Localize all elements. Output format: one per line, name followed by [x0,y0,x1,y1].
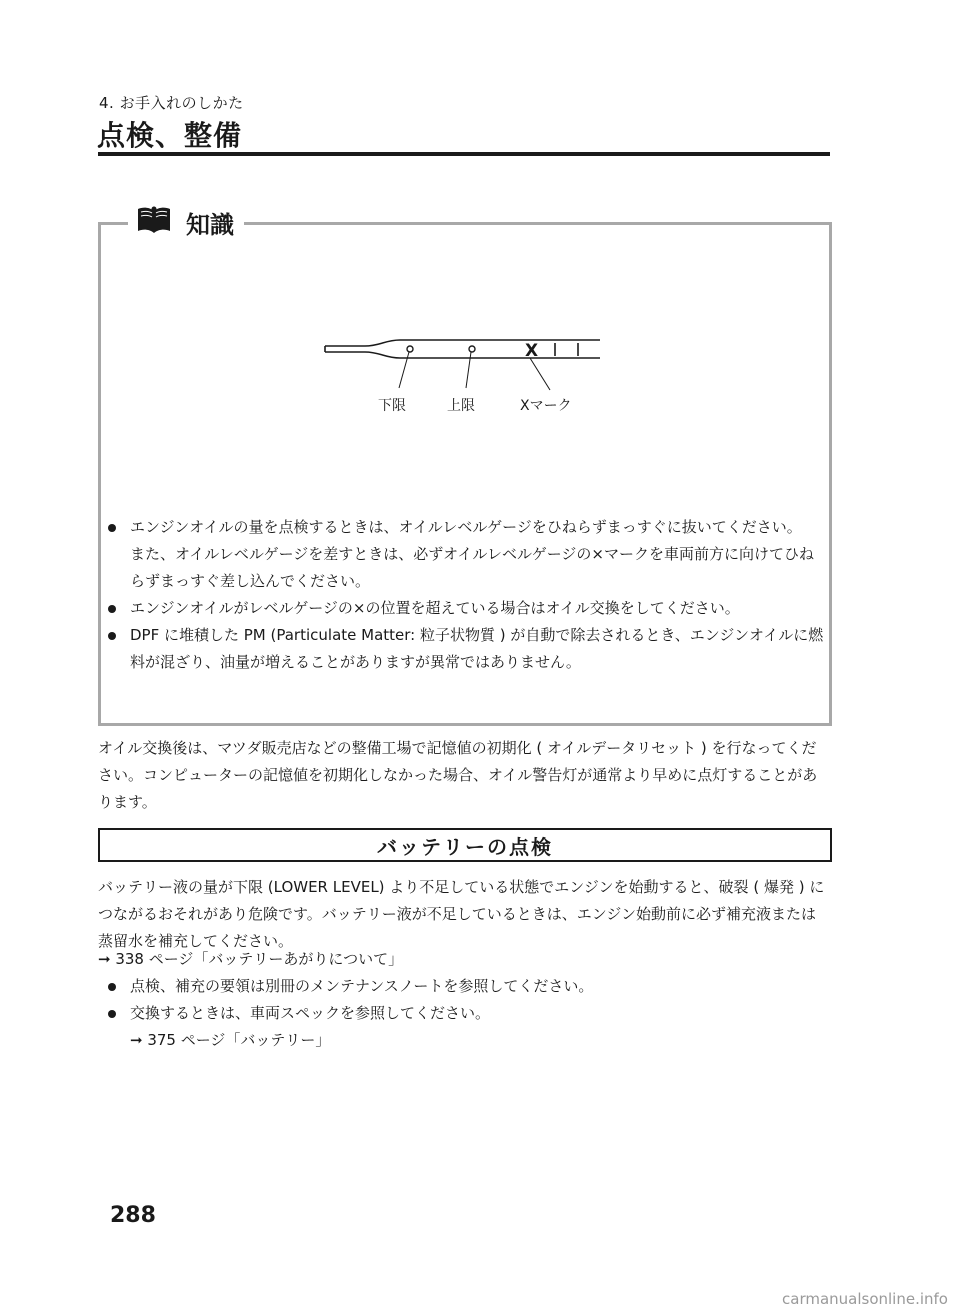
list-item: 点検、補充の要領は別冊のメンテナンスノートを参照してください。 [100,973,828,1000]
label-lower-limit: 下限 [378,398,406,414]
info-box-label: 知識 [186,210,234,239]
battery-reference-link[interactable]: ➞ 338 ページ「バッテリーあがりについて」 [98,950,404,968]
chapter-heading: 4. お手入れのしかた [99,94,244,112]
battery-spec-reference-link[interactable]: ➞ 375 ページ「バッテリー」 [130,1031,331,1049]
page-title: 点検、整備 [97,119,243,152]
oil-reset-paragraph: オイル交換後は、マツダ販売店などの整備工場で記憶値の初期化 ( オイルデータリセット ) を行なってください。コンピューターの記憶値を初期化しなかった場合、オイル警告灯が通常より早めに点灯することがあります。 [98,739,818,811]
dipstick-shape [325,340,600,358]
label-upper-limit: 上限 [447,398,475,414]
battery-paragraph: バッテリー液の量が下限 (LOWER LEVEL) より不足している状態でエンジンを始動すると、破裂 ( 爆発 ) につながるおそれがあり危険です。バッテリー液が不足しているときは、エンジン始動前に必ず補充液または蒸留水を補充してください。 [98,878,825,950]
page-number: 288 [110,1203,156,1228]
list-item: DPF に堆積した PM (Particulate Matter: 粒子状物質 ) が自動で除去されるとき、エンジンオイルに燃料が混ざり、油量が増えることがありますが異常ではありません。 [100,622,828,676]
title-rule [98,152,830,156]
dipstick-diagram [320,330,610,425]
list-item: エンジンオイルがレベルゲージの×の位置を超えている場合はオイル交換をしてください。 [100,595,828,622]
info-bullets [100,514,828,676]
open-book-icon [136,205,172,239]
list-item: エンジンオイルの量を点検するときは、オイルレベルゲージをひねらずまっすぐに抜いてください。 また、オイルレベルゲージを差すときは、必ずオイルレベルゲージの×マークを車両前方に向けてひねらずまっすぐ差し込んでください。 [100,514,828,595]
battery-bullets [100,973,828,1054]
upper-limit-mark [469,346,475,352]
label-x-mark: Xマーク [520,398,572,414]
info-box-header [128,202,244,242]
lower-limit-mark [407,346,413,352]
x-mark: X [525,341,539,361]
watermark: carmanualsonline.info [782,1290,948,1308]
battery-section-heading: バッテリーの点検 [98,828,832,862]
list-item: 交換するときは、車両スペックを参照してください。 ➞ 375 ページ「バッテリー」 [100,1000,828,1054]
